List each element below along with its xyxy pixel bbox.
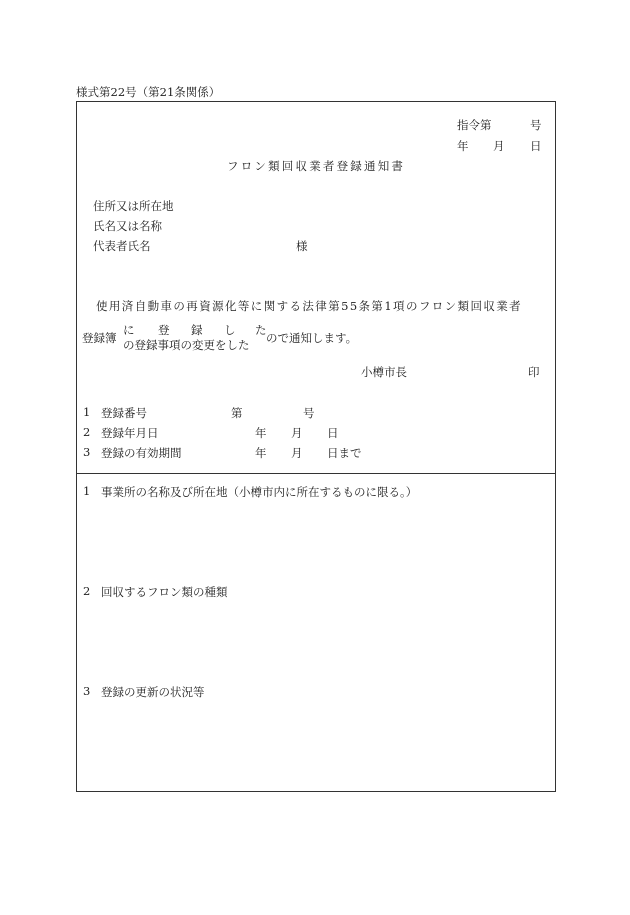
registration-date-day: 日 xyxy=(327,426,339,440)
detail-number: 1 xyxy=(83,405,91,419)
option-top-char-5: た xyxy=(255,323,267,337)
option-top-char-4: し xyxy=(224,323,236,337)
detail-number: 3 xyxy=(83,445,91,459)
date-day-label: 日 xyxy=(530,139,542,153)
honorific: 様 xyxy=(296,239,308,253)
section-number: 1 xyxy=(83,484,91,498)
name-label: 氏名又は名称 xyxy=(93,219,162,233)
date-year-label: 年 xyxy=(457,139,469,153)
registration-no-suffix: 号 xyxy=(303,406,315,420)
seal-mark: 印 xyxy=(528,365,540,379)
date-month-label: 月 xyxy=(493,139,505,153)
form-number: 様式第22号（第21条関係） xyxy=(76,85,221,99)
document-title: フロン類回収業者登録通知書 xyxy=(227,159,406,173)
registration-date-month: 月 xyxy=(291,426,303,440)
option-top-char-3: 録 xyxy=(191,323,203,337)
body-line-1: 使用済自動車の再資源化等に関する法律第55条第1項のフロン類回収業者 xyxy=(96,299,523,313)
detail-label: 登録年月日 xyxy=(101,426,159,440)
section-number: 3 xyxy=(83,684,91,698)
section-divider xyxy=(77,473,555,474)
validity-day-until: 日まで xyxy=(327,446,362,460)
section-number: 2 xyxy=(83,584,91,598)
section-renewal-status: 登録の更新の状況等 xyxy=(101,685,205,699)
registration-date-year: 年 xyxy=(255,426,267,440)
option-bottom: の登録事項の変更をした xyxy=(123,338,250,352)
address-label: 住所又は所在地 xyxy=(93,199,174,213)
option-top-char-2: 登 xyxy=(158,323,170,337)
section-freon-types: 回収するフロン類の種類 xyxy=(101,585,228,599)
section-office-location: 事業所の名称及び所在地（小樽市内に所在するものに限る。） xyxy=(101,485,418,499)
validity-month: 月 xyxy=(291,446,303,460)
detail-number: 2 xyxy=(83,425,91,439)
register-prefix: 登録簿 xyxy=(82,331,117,345)
detail-label: 登録の有効期間 xyxy=(101,446,182,460)
representative-label: 代表者氏名 xyxy=(93,239,151,253)
directive-number-suffix: 号 xyxy=(530,118,542,132)
directive-number-label: 指令第 xyxy=(457,118,492,132)
option-top-char-1: に xyxy=(123,323,135,337)
body-suffix: ので通知します。 xyxy=(266,331,358,345)
notification-form xyxy=(76,101,556,792)
registration-no-prefix: 第 xyxy=(231,406,243,420)
detail-label: 登録番号 xyxy=(101,406,147,420)
issuer-name: 小樽市長 xyxy=(361,365,407,379)
validity-year: 年 xyxy=(255,446,267,460)
